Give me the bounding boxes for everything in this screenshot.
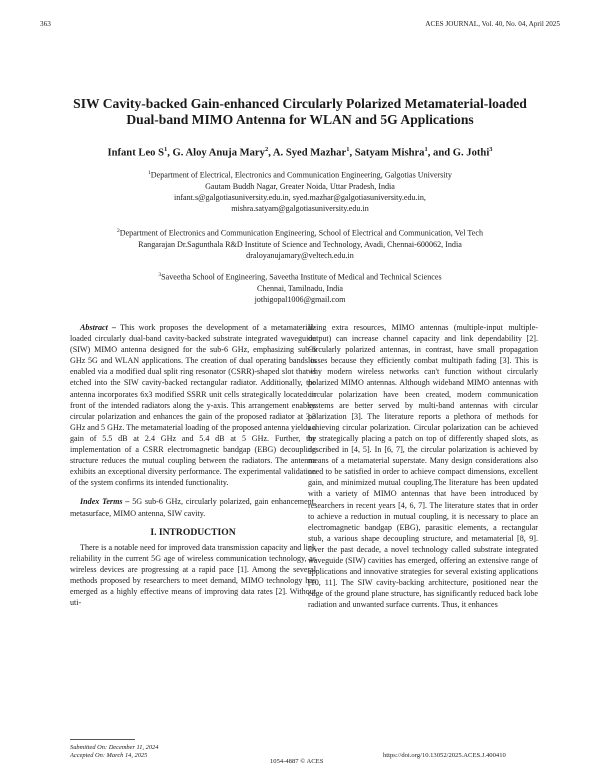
title-line-1: SIW Cavity-backed Gain-enhanced Circularly Polarized Metamaterial-loaded [73, 96, 527, 111]
author-name: G. Aloy Anuja Mary [172, 147, 265, 159]
affiliation-email: mishra.satyam@galgotiasuniversity.edu.in [231, 204, 369, 214]
title-line-2: Dual-band MIMO Antenna for WLAN and 5G Applications [126, 112, 474, 127]
intro-paragraph-left: There is a notable need for improved data transmission capacity and link reliability in the current 5G age of wireless communication technology, as wireless devices are progressing at a rapid pace [1]. Among the several methods proposed by researchers to meet demand, MIMO technology has emerged as a highly effective means of improving data rates [2]. Without uti- [70, 542, 316, 608]
right-column [308, 322, 538, 610]
index-terms-text: 5G sub-6 GHz, circularly polarized, gain enhancement, metasurface, MIMO antenna, SIW cavity. [70, 497, 316, 518]
journal-header: ACES JOURNAL, Vol. 40, No. 04, April 2025 [425, 20, 560, 28]
section-heading: I. INTRODUCTION [150, 526, 236, 538]
affiliation-number: 2 [116, 228, 120, 234]
abstract-text: This work proposes the development of a metamaterial-loaded circularly dual-band cavity-backed substrate integrated waveguide (SIW) MIMO antenna designed for the sub-6 GHz, emphasizing sub-6 GHz 5G and WLAN applications. The creation of dual operating bands is enabled via a modified dual split ring resonator (CSRR)-shaped slot that is etched into the SIW cavity-backed rectangular radiator. Additionally, the antenna incorporates 6x3 modified SSRR unit cells strategically located in front of the intended radiators along the y-axis. This arrangement enables circular polarization and enhances the gain of the proposed radiator at 3.3 GHz and 5 GHz. The metamaterial loading of the proposed antenna yields a gain of 5.5 dB at 2.4 GHz and 5.4 dB at 5 GHz. Further, the implementation of a CSRR electromagnetic bandgap (EBG) decoupling structure reduces the mutual coupling between the radiators. The antenna exhibits an exceptional diversity performance. The experimental validation of the system confirms its intended functionality. [70, 323, 316, 488]
affiliation-number: 3 [158, 272, 162, 278]
author-affiliation-mark: 1 [163, 146, 168, 153]
author-affiliation-mark: 1 [346, 146, 350, 153]
author-name: A. Syed Mazhar [272, 147, 347, 159]
author-affiliation-mark: 3 [489, 146, 493, 153]
author-affiliation-mark: 2 [264, 146, 269, 153]
author-affiliation-mark: 1 [424, 146, 428, 153]
affiliation-2 [40, 226, 560, 261]
affiliation-line: Department of Electronics and Communication Engineering, School of Electrical and Communication, Vel Tech [119, 228, 483, 238]
paper-title [40, 96, 560, 128]
accepted-date: Accepted On: March 14, 2025 [70, 752, 148, 759]
submitted-date: Submitted On: December 11, 2024 [70, 744, 159, 751]
left-column [70, 322, 316, 608]
author-name: Infant Leo S [107, 147, 164, 159]
affiliation-3 [40, 270, 560, 305]
author-name: Satyam Mishra [354, 147, 425, 159]
affiliation-email: infant.s@galgotiasuniversity.edu.in, syed.mazhar@galgotiasuniversity.edu.in, [174, 193, 426, 203]
abstract-label: Abstract – [80, 323, 117, 332]
index-terms [70, 496, 316, 518]
footnote-rule [70, 739, 135, 740]
doi-link[interactable]: https://doi.org/10.13052/2025.ACES.J.400410 [383, 752, 506, 759]
abstract [70, 322, 316, 488]
affiliation-line: Department of Electrical, Electronics and Communication Engineering, Galgotias University [150, 170, 452, 180]
affiliation-1 [40, 168, 560, 215]
page-number: 363 [40, 20, 51, 28]
affiliation-line: Gautam Buddh Nagar, Greater Noida, Uttar Pradesh, India [205, 181, 395, 191]
affiliation-line: Saveetha School of Engineering, Saveetha Institute of Medical and Technical Sciences [161, 272, 442, 282]
author-name: G. Jothi [452, 147, 490, 159]
affiliation-line: Chennai, Tamilnadu, India [256, 283, 344, 293]
author-list: Infant Leo $S^1$, G. Aloy Anuja Mary$^2$, A. Syed Mazhar$^1$, Satyam Mishra$^1$, and G. Jothi$^3$ [107, 146, 493, 159]
issn: 1054-4887 © ACES [270, 758, 324, 765]
affiliation-email: jothigopal1006@gmail.com [254, 295, 346, 305]
affiliation-line: Rangarajan Dr.Sagunthala R&D Institute of Science and Technology, Avadi, Chennai-600062, India [138, 239, 462, 249]
intro-paragraph-right: lizing extra resources, MIMO antennas (multiple-input multiple-output) can increase channel capacity and link dependability [2]. Circularly polarized antennas, in contrast, have small propagation losses because they efficiently combat multipath fading [3]. This is why modern wireless networks can't function without circularly polarized MIMO antennas. Although wideband MIMO antennas with circular polarization have been created, modern communication systems are better served by multi-band antennas with circular polarization [3]. The literature reports a plethora of methods for achieving circular polarization. Circular polarization can be achieved by strategically placing a patch on top of differently shaped slots, as described in [4, 5]. In [6, 7], the circular polarization is achieved by means of a metamaterial superstate. Many design considerations also need to be satisfied in order to achieve compact dimensions, excellent gain, and minimized mutual coupling.The literature has been updated with a variety of MIMO antennas that have been introduced by researchers in recent years [4, 6, 7]. The literature states that in order to achieve a reduction in mutual coupling, it is necessary to place an electromagnetic bandgap (EBG), parasitic elements, a rectangular stub, a various shape decoupling structure, and metamaterial [8, 9]. Over the past decade, a novel technology called substrate integrated waveguide (SIW) cavities has emerged, offering an extensive range of applications and innovative strategies for several existing applications [10, 11]. The SIW cavity-backing architecture, positioned near the edge of the ground plane structure, has significantly reduced back lobe radiation and unwanted surface currents. Thus, it enhances [308, 323, 538, 610]
submission-dates [70, 744, 158, 760]
affiliation-number: 1 [148, 170, 151, 176]
affiliation-email: draloyanujamary@veltech.edu.in [246, 251, 354, 261]
index-terms-label: Index Terms – [80, 497, 130, 507]
